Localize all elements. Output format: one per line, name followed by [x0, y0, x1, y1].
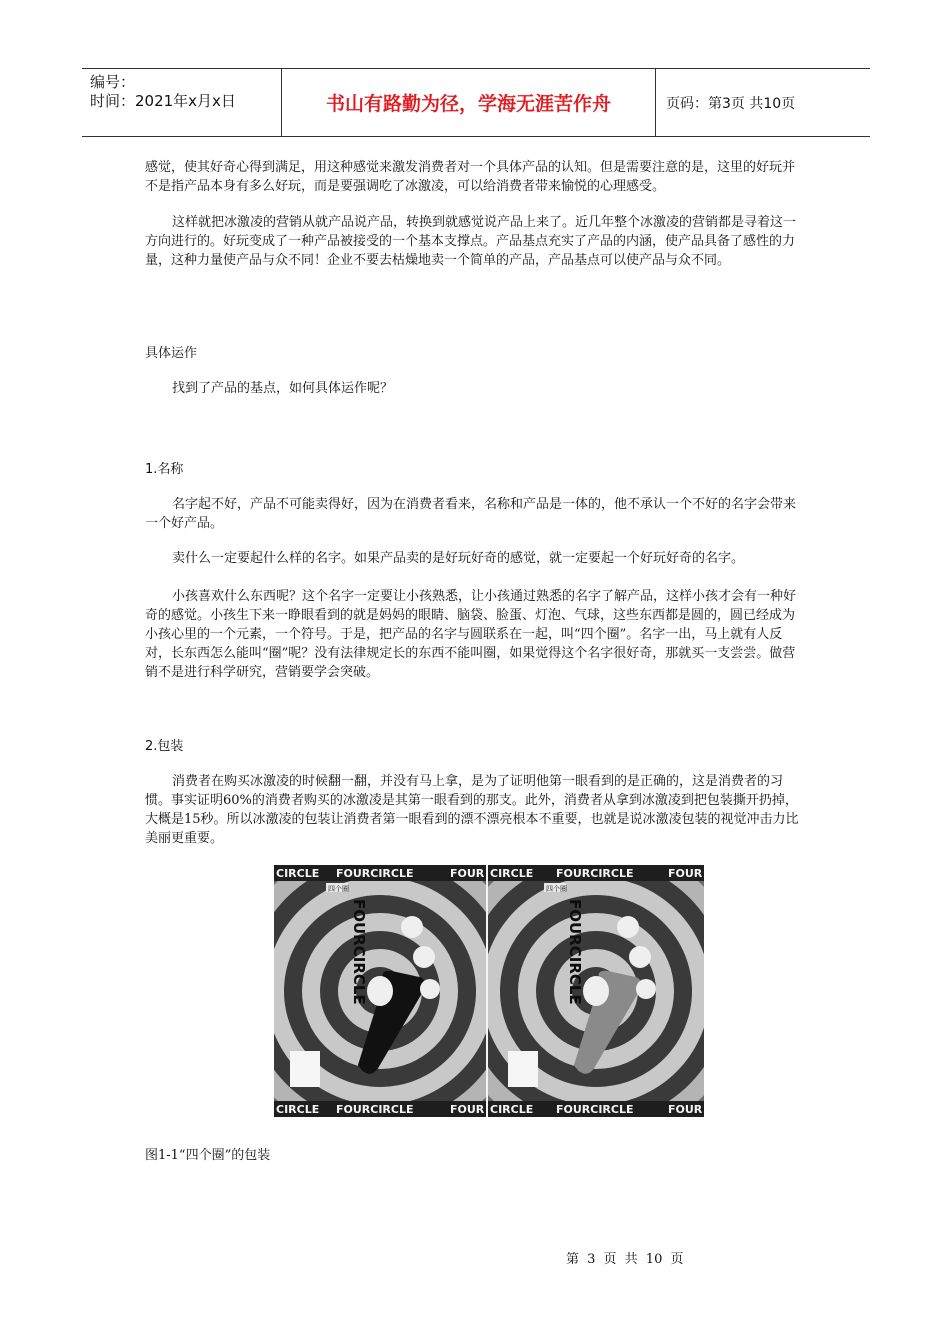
banner-edge-left-top: CIRCLE [276, 867, 320, 880]
badge-right: 四个圈 [546, 885, 567, 893]
banner-end-left-bottom: FOUR [450, 1103, 485, 1116]
section-heading-name: 1.名称 [145, 462, 184, 477]
banner-edge-left-bottom: CIRCLE [276, 1103, 320, 1116]
vertical-brand-right: FOURCIRCLE [566, 899, 584, 1005]
figure-caption: 图1-1“四个圈”的包装 [145, 1148, 271, 1163]
banner-end-right-top: FOUR [668, 867, 703, 880]
packaging-figure [274, 865, 704, 1117]
paragraph-1: 感觉，使其好奇心得到满足，用这种感觉来激发消费者对一个具体产品的认知。但是需要注意的是，这里的好玩并不是指产品本身有多么好玩，而是要强调吃了冰激凌，可以给消费者带来愉悦的心理感受。 [145, 160, 796, 194]
banner-edge-right-top: CIRCLE [490, 867, 534, 880]
paragraph-7: 消费者在购买冰激凌的时候翻一翻，并没有马上拿，是为了证明他第一眼看到的是正确的，这是消费者的习惯。事实证明60%的消费者购买的冰激凌是其第一眼看到的那支。此外，消费者从拿到冰激凌到把包装撕开扔掉，大概是15秒。所以冰激凌的包装让消费者第一眼看到的漂不漂亮根本不重要，也就是说冰激凌包装的视觉冲击力比美丽更重要。 [145, 774, 799, 846]
paragraph-5: 卖什么一定要起什么样的名字。如果产品卖的是好玩好奇的感觉，就一定要起一个好玩好奇的名字。 [172, 551, 745, 566]
page-header [82, 68, 870, 137]
vertical-brand-left: FOURCIRCLE [350, 899, 368, 1005]
paragraph-3: 找到了产品的基点，如何具体运作呢？ [172, 381, 394, 396]
banner-end-right-bottom: FOUR [668, 1103, 703, 1116]
header-motto: 书山有路勤为径，学海无涯苦作舟 [282, 69, 656, 136]
page-footer: 第 3 页 共 10 页 [566, 1252, 684, 1267]
banner-word-left-top: FOURCIRCLE [336, 867, 414, 880]
banner-word-right-bottom: FOURCIRCLE [556, 1103, 634, 1116]
document-date: 时间：2021年x月x日 [90, 92, 236, 110]
badge-left: 四个圈 [328, 885, 349, 893]
document-number-label: 编号： [90, 73, 136, 91]
header-meta [82, 69, 282, 136]
paragraph-6: 小孩喜欢什么东西呢？这个名字一定要让小孩熟悉，让小孩通过熟悉的名字了解产品，这样小孩才会有一种好奇的感觉。小孩生下来一睁眼看到的就是妈妈的眼睛、脑袋、脸蛋、灯泡、气球，这些东西都是圆的，圆已经成为小孩心里的一个元素，一个符号。于是，把产品的名字与圆联系在一起，叫“四个圈”。名字一出，马上就有人反对，长东西怎么能叫“圈”呢？没有法律规定长的东西不能叫圈，如果觉得这个名字很好奇，那就买一支尝尝。做营销不是进行科学研究，营销要学会突破。 [145, 589, 797, 680]
section-heading-operation: 具体运作 [145, 346, 198, 361]
paragraph-2: 这样就把冰激凌的营销从就产品说产品，转换到就感觉说产品上来了。近几年整个冰激凌的营销都是寻着这一方向进行的。好玩变成了一种产品被接受的一个基本支撑点。产品基点充实了产品的内涵，使产品具备了感性的力量，这种力量使产品与众不同！企业不要去枯燥地卖一个简单的产品，产品基点可以使产品与众不同。 [145, 215, 797, 268]
banner-edge-right-bottom: CIRCLE [490, 1103, 534, 1116]
banner-word-right-top: FOURCIRCLE [556, 867, 634, 880]
section-heading-packaging: 2.包装 [145, 739, 184, 754]
header-page-info: 页码：第3页 共10页 [666, 95, 796, 112]
banner-end-left-top: FOUR [450, 867, 485, 880]
banner-word-left-bottom: FOURCIRCLE [336, 1103, 414, 1116]
paragraph-4: 名字起不好，产品不可能卖得好，因为在消费者看来，名称和产品是一体的，他不承认一个不好的名字会带来一个好产品。 [145, 497, 797, 531]
